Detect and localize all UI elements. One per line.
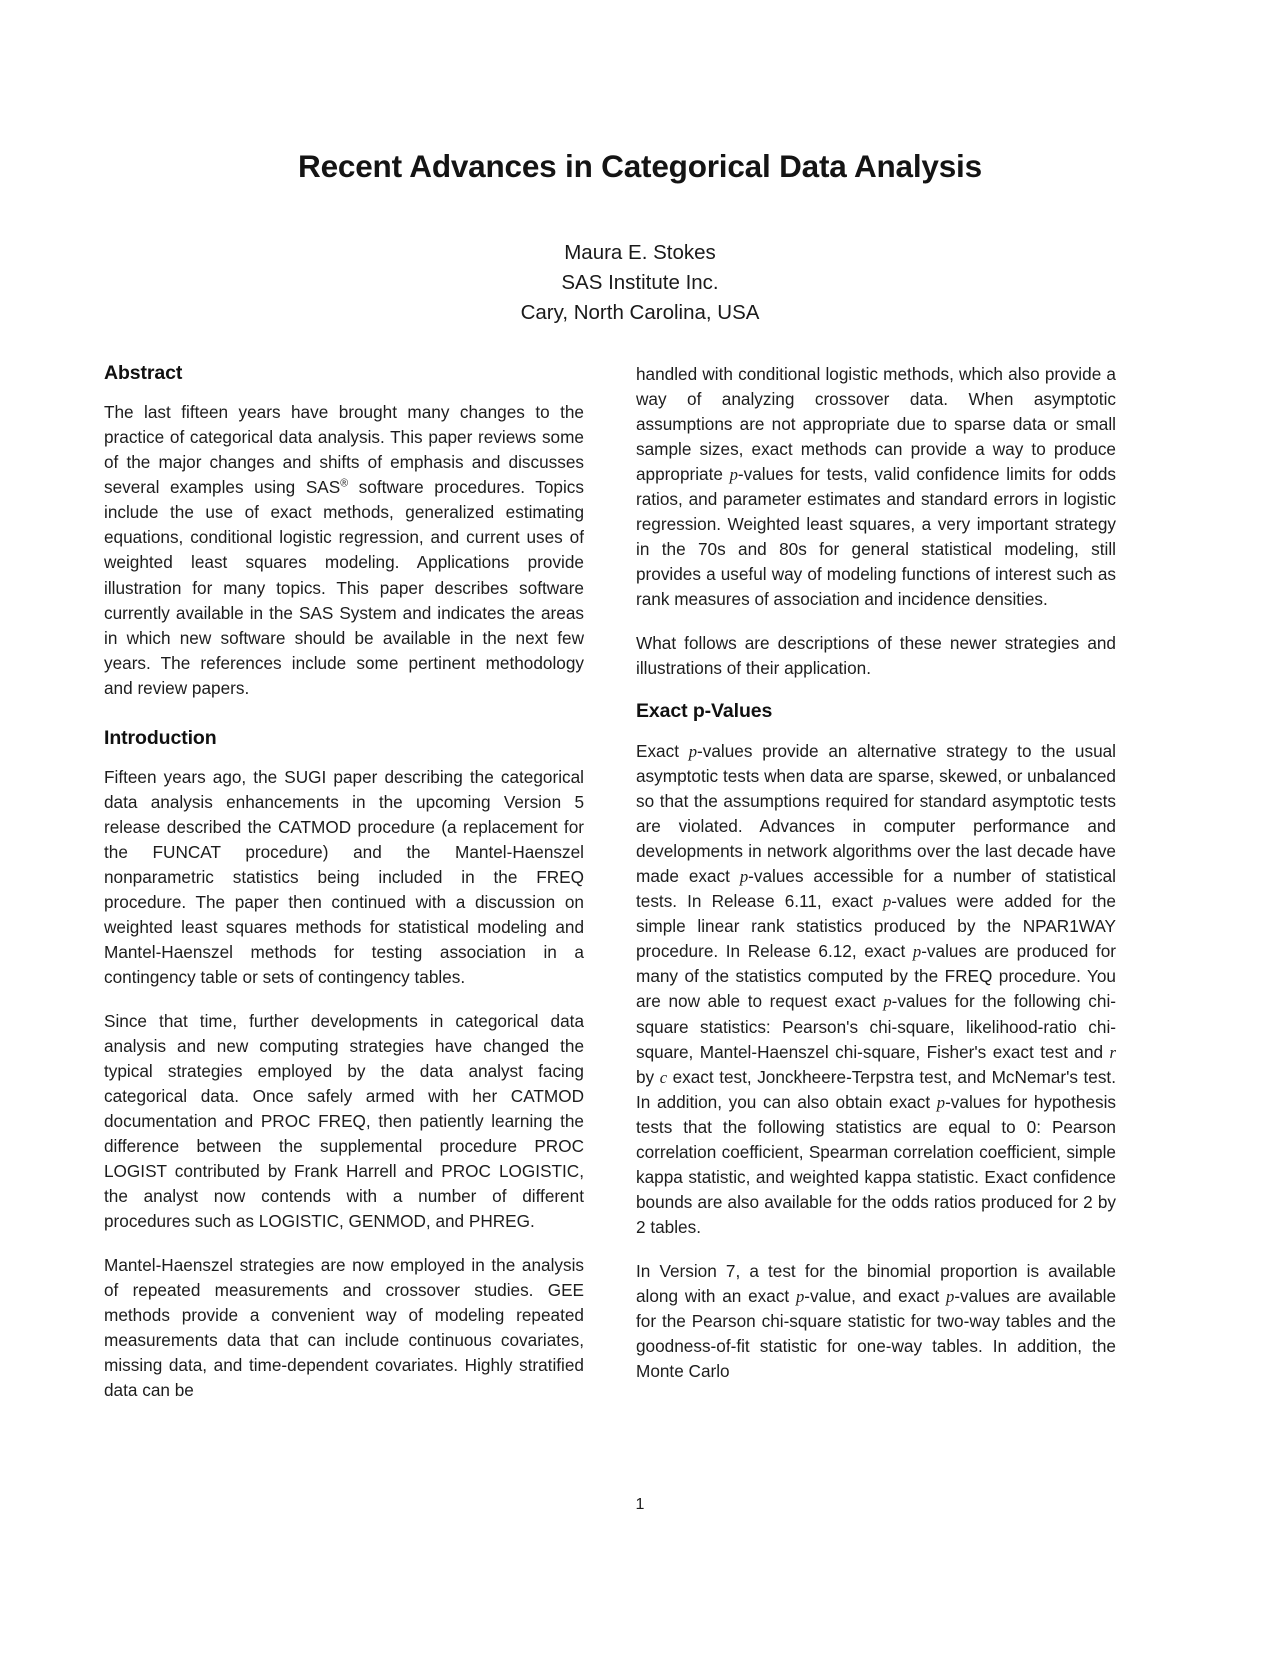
what-follows-paragraph: What follows are descriptions of these newer strategies and illustrations of their application. (636, 633, 1116, 679)
intro-paragraph-1: Fifteen years ago, the SUGI paper describing the categorical data analysis enhancements in the upcoming Version 5 release described the CATMOD procedure (a replacement for the FUNCAT procedure) and the Mantel-Haenszel nonparametric statistics being included in the FREQ procedure. The paper then continued with a discussion on weighted least squares methods for statistical modeling and Mantel-Haenszel methods for testing association in a contingency table or sets of contingency tables. (104, 766, 584, 988)
abstract-text-part2: software procedures. Topics include the use of exact methods, generalized estimating equations, conditional logistic regression, and current uses of weighted least squares modeling. Applications provide illustration for many topics. This paper describes software currently available in the SAS System and indicates the areas in which new software should be available in the next few years. The references include some pertinent methodology and review papers. (104, 477, 584, 698)
version7-text-a: In Version 7, a test for the binomial proportion is available along with an exact (636, 1261, 1116, 1307)
exact-text-e: -values are produced for many of the statistics computed by the FREQ procedure. You are now able to request exact (636, 941, 1116, 1012)
exact-text-f: -values for the following chi-square statistics: Pearson's chi-square, likelihood-ratio chi-square, Mantel-Haenszel chi-square, Fisher's exact test and (636, 991, 1116, 1062)
registered-trademark-icon: ® (340, 477, 349, 490)
cont-text-a: handled with conditional logistic methods, which also provide a way of analyzing crossover data. When asymptotic assumptions are not appropriate due to sparse data or small sample sizes, exact methods can provide a way to produce appropriate (636, 364, 1116, 485)
exact-text-g: by (636, 1066, 660, 1087)
body-columns (104, 362, 1116, 1482)
exact-text-c: -values accessible for a number of statistical tests. In Release 6.11, exact (636, 865, 1116, 912)
variable-p: p (883, 992, 892, 1012)
exact-paragraph-2 (636, 1259, 1116, 1384)
exact-text-h: exact test, Jonckheere-Terpstra test, and McNemar's test. In addition, you can also obtain exact (636, 1066, 1116, 1112)
title-block (0, 0, 1280, 328)
author-affiliation: SAS Institute Inc. (561, 270, 719, 294)
version7-text-b: -value, and exact (804, 1286, 947, 1307)
left-column (104, 362, 584, 1482)
version7-text-c: -values are available for the Pearson chi-square statistic for two-way tables and the goodness-of-fit statistic for one-way tables. In addition, the Monte Carlo (636, 1286, 1116, 1382)
variable-p: p (882, 892, 892, 912)
exact-text-d: -values were added for the simple linear rank statistics produced by the NPAR1WAY procedure. In Release 6.12, exact (636, 891, 1116, 962)
author-name: Maura E. Stokes (564, 240, 716, 264)
right-column (636, 362, 1116, 1482)
abstract-paragraph (104, 400, 584, 700)
page-number-footer: 1 (635, 1496, 645, 1513)
exact-text-i: -values for hypothesis tests that the following statistics are equal to 0: Pearson correlation coefficient, Spearman correlation coefficient, simple kappa statistic, and weighted kappa statistic. Exact confidence bounds are also available for the odds ratios produced for 2 by 2 tables. (636, 1091, 1116, 1237)
variable-p: p (796, 1287, 805, 1307)
intro-paragraph-2: Since that time, further developments in categorical data analysis and new computing strategies have changed the typical strategies employed by the data analyst facing categorical data. Once safely armed with her CATMOD documentation and PROC FREQ, then patiently learning the difference between the supplemental procedure PROC LOGIST contributed by Frank Harrell and PROC LOGISTIC, the analyst now contends with a number of different procedures such as LOGISTIC, GENMOD, and PHREG. (104, 1011, 584, 1232)
exact-text-a: Exact (636, 740, 689, 761)
cont-text-b: -values for tests, valid confidence limits for odds ratios, and parameter estimates and standard errors in logistic regression. Weighted least squares, a very important strategy in the 70s and 80s for general statistical modeling, still provides a useful way of modeling functions of interest such as rank measures of association and incidence densities. (636, 464, 1116, 610)
page-title: Recent Advances in Categorical Data Analysis (298, 148, 982, 184)
author-block (0, 238, 1280, 328)
continued-paragraph (636, 362, 1116, 612)
introduction-heading: Introduction (104, 726, 217, 749)
variable-p: p (729, 465, 738, 485)
author-location: Cary, North Carolina, USA (520, 301, 760, 325)
variable-p: p (688, 741, 698, 761)
abstract-text-part1: The last fifteen years have brought many changes to the practice of categorical data analysis. This paper reviews some of the major changes and shifts of emphasis and discusses several examples using SAS (104, 402, 584, 498)
intro-paragraph-3: Mantel-Haenszel strategies are now employed in the analysis of repeated measurements and crossover studies. GEE methods provide a convenient way of modeling repeated measurements data that can include continuous covariates, missing data, and time-dependent covariates. Highly stratified data can be (104, 1255, 584, 1401)
variable-c: c (659, 1067, 668, 1087)
variable-r: r (1109, 1042, 1116, 1062)
variable-p: p (946, 1287, 955, 1307)
variable-p: p (912, 942, 922, 962)
exact-text-b: -values provide an alternative strategy to the usual asymptotic tests when data are sparse, skewed, or unbalanced so that the assumptions required for standard asymptotic tests are violated. Advances in computer performance and developments in network algorithms over the last decade have made exact (636, 740, 1116, 886)
variable-p: p (739, 866, 749, 886)
variable-p: p (936, 1092, 946, 1112)
exact-pvalues-heading: Exact p-Values (636, 700, 773, 723)
abstract-heading: Abstract (104, 362, 183, 384)
exact-paragraph-1 (636, 739, 1116, 1240)
